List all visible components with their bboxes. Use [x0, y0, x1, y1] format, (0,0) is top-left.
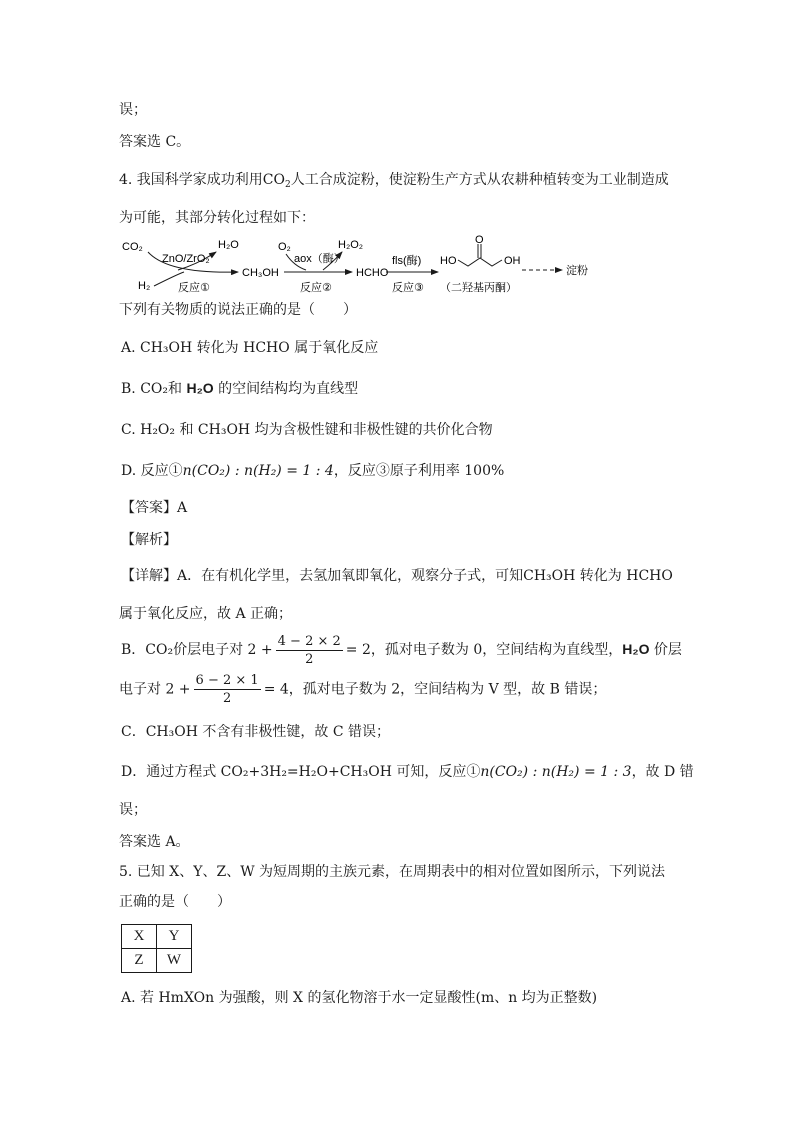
dha-name-label: （二羟基丙酮）: [440, 282, 517, 294]
detail-d-line-2: 误；: [119, 802, 147, 818]
answer-label: 【答案】: [121, 500, 177, 516]
table-row: [122, 925, 192, 949]
question-4-stem: 4. 我国科学家成功利用$CO_2$人工合成淀粉，使淀粉生产方式从农耕种植转变为工业制造成: [119, 172, 669, 190]
oh-label: OH: [504, 255, 521, 267]
detail-b-line-1: [121, 632, 682, 668]
h2o2-label: H₂O₂: [338, 239, 364, 251]
text-line: 误；: [119, 102, 147, 118]
detail-b-post: 价层: [649, 642, 682, 658]
option-a: A. CH₃OH 转化为 HCHO 属于氧化反应: [121, 340, 379, 356]
table-row: [122, 949, 192, 973]
h2o-label: H₂O: [218, 239, 239, 251]
cell-x: X: [122, 925, 157, 949]
question-5-option-a: A. 若 HmXOn 为强酸，则 X 的氢化物溶于水一定显酸性(m、n 均为正整数): [121, 990, 598, 1006]
detail-b2-post: = 4，孤对电子数为 2，空间结构为 V 型，故 B 错误；: [263, 681, 607, 698]
option-d-pre: D. 反应①: [121, 463, 183, 479]
detail-b-mid: = 2，孤对电子数为 0，空间结构为直线型，: [345, 642, 623, 658]
option-c: C. H₂O₂ 和 CH₃OH 均为含极性键和非极性键的共价化合物: [121, 422, 493, 438]
ch3oh-label: CH₃OH: [242, 267, 279, 279]
option-d: [121, 461, 504, 481]
answer-value: A: [177, 500, 188, 516]
analysis-label: 【解析】: [121, 532, 177, 548]
fraction-1-num: 4 − 2 × 2: [277, 633, 341, 649]
fraction-2-num: 6 − 2 × 1: [195, 673, 259, 688]
cell-w: W: [157, 949, 192, 973]
catalyst-label: ZnO/ZrO₂: [162, 253, 210, 265]
detail-c: C．CH₃OH 不含有非极性键，故 C 错误；: [121, 724, 390, 740]
cell-z: Z: [122, 949, 157, 973]
answer-line: 答案选 C。: [119, 134, 191, 150]
question-4-stem-cont: 为可能，其部分转化过程如下：: [119, 210, 315, 226]
carbonyl-o-label: O: [475, 234, 484, 246]
aox-label: aox（酶）: [294, 253, 345, 265]
answer-line-2: 答案选 A。: [119, 834, 190, 850]
reaction-scheme: [118, 234, 598, 296]
q4-pre: 4. 我国科学家成功利用CO: [119, 172, 285, 188]
reaction-3-label: 反应③: [392, 282, 424, 294]
detail-d-pre: D．通过方程式 CO₂+3H₂=H₂O+CH₃OH 可知，反应①: [121, 764, 481, 780]
question-5-stem: 5. 已知 X、Y、Z、W 为短周期的主族元素，在周期表中的相对位置如图所示，下列说法: [119, 864, 666, 880]
reaction-1-label: 反应①: [178, 282, 210, 294]
h2o-bold-2: H₂O: [622, 641, 650, 657]
dha-skeleton: [458, 258, 502, 266]
starch-label: 淀粉: [566, 265, 588, 277]
periodic-table-fragment: [121, 924, 192, 973]
q4-post: 人工合成淀粉，使淀粉生产方式从农耕种植转变为工业制造成: [290, 172, 669, 188]
detail-d-line-1: [121, 762, 694, 782]
detail-d-post: ，故 D 错: [631, 764, 694, 780]
detail-d-ratio: n(CO₂) : n(H₂) = 1 : 3: [480, 764, 632, 780]
option-d-ratio: n(CO₂) : n(H₂) = 1 : 4: [182, 463, 334, 479]
fraction-2: [194, 672, 261, 707]
option-d-post: ，反应③原子利用率 100%: [333, 463, 505, 479]
detail-b-pre: B．CO₂价层电子对 2 +: [121, 642, 273, 658]
h2-label: H₂: [138, 280, 151, 292]
question-4-ask: 下列有关物质的说法正确的是（ ）: [119, 302, 357, 318]
detail-b-line-2: [119, 672, 606, 707]
detail-a-text: A．在有机化学里，去氢加氧即氧化，观察分子式，可知CH₃OH 转化为 HCHO: [177, 568, 673, 584]
ho-label: HO: [440, 255, 457, 267]
option-b-pre: B. CO₂和: [121, 381, 187, 397]
co2-label: CO₂: [122, 241, 143, 253]
fraction-1: [276, 633, 343, 668]
option-b: [121, 378, 358, 399]
fraction-2-den: 2: [222, 691, 232, 706]
reaction-2-label: 反应②: [300, 282, 332, 294]
answer: [121, 498, 187, 518]
cell-y: Y: [157, 925, 192, 949]
detail-label: 【详解】: [121, 568, 177, 584]
fls-label: fls(酶): [392, 255, 422, 267]
detail-a-line-2: 属于氧化反应，故 A 正确；: [119, 606, 293, 622]
detail-b2-pre: 电子对 2 +: [119, 681, 191, 698]
fraction-1-den: 2: [305, 651, 314, 667]
detail-a-line-1: [121, 566, 673, 586]
o2-label: O₂: [278, 241, 291, 253]
question-5-stem-cont: 正确的是（ ）: [119, 894, 231, 910]
option-b-post: 的空间结构均为直线型: [213, 381, 359, 397]
hcho-label: HCHO: [356, 267, 389, 279]
h2o-bold: H₂O: [186, 380, 214, 396]
